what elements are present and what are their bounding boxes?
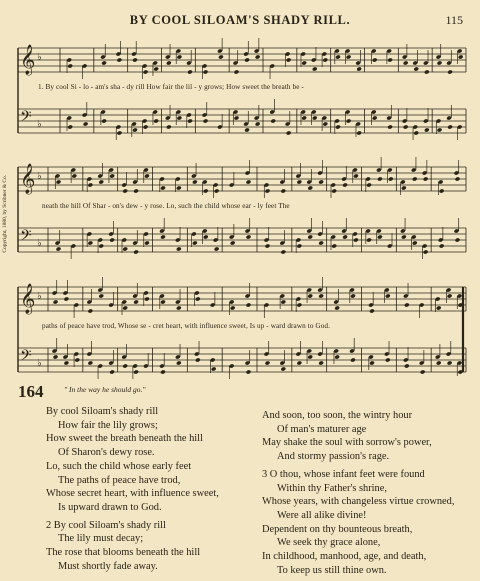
note-head [109, 237, 115, 242]
note-head [117, 130, 123, 135]
note-head [166, 124, 172, 129]
note-head [133, 188, 139, 193]
note-head [192, 240, 198, 245]
note-head [439, 188, 445, 193]
verse-line: How sweet the breath beneath the hill [46, 433, 203, 445]
verse-line: Must shortly fade away. [58, 560, 158, 572]
note-head [56, 179, 62, 184]
note-head [280, 188, 286, 193]
note-head [98, 179, 104, 184]
page-number: 115 [445, 13, 463, 27]
note-head [346, 118, 352, 123]
note-head [176, 185, 182, 190]
note-head [353, 173, 359, 178]
note-head [401, 234, 407, 239]
note-head [455, 176, 461, 181]
note-head [280, 299, 286, 304]
verse-line: In childhood, manhood, age, and death, [262, 551, 427, 563]
lyrics-line-2: neath the hill Of Shar - on's dew - y rose. Lo, such the child whose ear - ly feet The [42, 202, 290, 210]
note-head [342, 234, 348, 239]
note-head [437, 127, 443, 132]
note-head [322, 121, 328, 126]
note-head [318, 360, 324, 365]
note-head [246, 302, 252, 307]
flat-sign: ♭ [37, 291, 42, 302]
bass-clef: 𝄢 [20, 347, 32, 368]
note-head [176, 305, 182, 310]
note-head [424, 69, 430, 74]
note-head [176, 360, 182, 365]
note-head [296, 302, 302, 307]
note-head [335, 54, 341, 59]
note-head [246, 369, 252, 374]
note-head [133, 369, 139, 374]
verse-line: And stormy passion's rage. [277, 451, 390, 463]
verse-line: Whose secret heart, with influence sweet, [46, 488, 219, 500]
note-head [218, 54, 224, 59]
note-head [335, 124, 341, 129]
hymn-number: 164 [18, 382, 44, 401]
page-title: BY COOL SILOAM'S SHADY RILL. [129, 13, 351, 27]
note-head [144, 296, 150, 301]
verse-line: 2 By cool Siloam's shady rill [46, 519, 166, 531]
bass-clef: 𝄢 [20, 108, 32, 129]
note-head [412, 240, 418, 245]
note-head [385, 293, 391, 298]
note-head [143, 69, 149, 74]
note-head [372, 57, 378, 62]
verse-line: Of man's maturer age [277, 423, 367, 435]
note-head [423, 249, 429, 254]
note-head [353, 237, 359, 242]
note-head [203, 234, 209, 239]
note-head [413, 66, 419, 71]
note-head [318, 293, 324, 298]
lyrics-line-1: 1. By cool Si - lo - am's sha - dy rill How fair the lil - y grows; How sweet the breath be - [38, 83, 304, 91]
note-head [74, 357, 80, 362]
verse-line: And soon, too soon, the wintry hour [262, 410, 413, 421]
note-head [87, 240, 93, 245]
note-head [377, 176, 383, 181]
note-head [64, 360, 70, 365]
note-head [280, 249, 286, 254]
note-head [420, 369, 426, 374]
note-head [122, 363, 128, 368]
note-head [331, 188, 337, 193]
bass-clef: 𝄢 [20, 227, 32, 248]
note-head [385, 357, 391, 362]
note-head [109, 173, 115, 178]
note-head [447, 124, 453, 129]
note-head [230, 305, 236, 310]
note-head [230, 240, 236, 245]
note-head [312, 66, 318, 71]
note-head [87, 360, 93, 365]
note-head [404, 363, 410, 368]
note-head [244, 57, 250, 62]
note-head [366, 182, 372, 187]
note-head [133, 299, 139, 304]
verse-line: Of Sharon's dewy rose. [58, 447, 155, 459]
note-head [436, 360, 442, 365]
note-head [87, 182, 93, 187]
note-head [458, 54, 464, 59]
note-head [307, 185, 313, 190]
verse-line: By cool Siloam's shady rill [46, 406, 159, 417]
note-head [101, 60, 107, 65]
treble-clef: 𝄞 [20, 164, 36, 194]
note-head [437, 60, 443, 65]
note-head [296, 360, 302, 365]
note-head [372, 115, 378, 120]
verse-line: The rose that blooms beneath the hill [46, 547, 201, 559]
note-head [413, 130, 419, 135]
verse-line: May shake the soul with sorrow's power, [262, 437, 432, 449]
note-head [211, 366, 217, 371]
verse-line: Were all alike divine! [277, 509, 367, 521]
note-head [160, 234, 166, 239]
note-head [246, 234, 252, 239]
note-head [377, 234, 383, 239]
note-head [346, 54, 352, 59]
flat-sign: ♭ [37, 171, 42, 182]
note-head [234, 69, 240, 74]
verse-line: We seek thy grace alone, [277, 537, 381, 549]
note-head [307, 234, 313, 239]
verse-line: Dependent on thy bounteous breath, [262, 523, 413, 535]
verse-line: The paths of peace have trod, [58, 474, 181, 486]
note-head [423, 176, 429, 181]
note-head [192, 179, 198, 184]
note-head [160, 185, 166, 190]
note-head [101, 118, 107, 123]
note-head [296, 243, 302, 248]
note-head [403, 124, 409, 129]
treble-clef: 𝄞 [20, 45, 36, 75]
note-head [187, 69, 193, 74]
note-head [117, 57, 123, 62]
note-head [265, 188, 271, 193]
note-head [234, 115, 240, 120]
note-head [286, 57, 292, 62]
note-head [187, 118, 193, 123]
note-head [195, 296, 201, 301]
note-head [160, 299, 166, 304]
note-head [87, 308, 93, 313]
note-head [133, 249, 139, 254]
note-head [244, 127, 250, 132]
note-head [143, 124, 149, 129]
note-head [214, 246, 220, 251]
note-head [350, 357, 356, 362]
note-head [53, 354, 59, 359]
verse-line: The lily must decay; [58, 533, 144, 545]
note-head [307, 354, 313, 359]
flat-sign: ♭ [37, 238, 42, 249]
flat-sign: ♭ [37, 358, 42, 369]
note-head [369, 360, 375, 365]
note-head [312, 115, 318, 120]
verse-line: Whose years, with changeless virtue crowned, [262, 496, 455, 508]
note-head [144, 173, 150, 178]
note-head [122, 188, 128, 193]
note-head [286, 130, 292, 135]
note-head [401, 185, 407, 190]
note-head [447, 293, 453, 298]
note-head [412, 176, 418, 181]
note-head [98, 243, 104, 248]
note-head [132, 127, 138, 132]
note-head [53, 299, 59, 304]
note-head [296, 179, 302, 184]
verse-column-left [46, 405, 219, 573]
note-head [265, 360, 271, 365]
note-head [439, 243, 445, 248]
note-head [255, 54, 261, 59]
lyrics-line-3: paths of peace have trod, Whose se - cret heart, with influence sweet, Is up - ward drawn to God. [42, 322, 330, 330]
note-head [318, 240, 324, 245]
verse-line: Is upward drawn to God. [58, 501, 162, 513]
note-head [369, 308, 375, 313]
note-head [83, 121, 89, 126]
note-head [318, 179, 324, 184]
note-head [246, 179, 252, 184]
note-head [177, 54, 183, 59]
note-head [387, 124, 393, 129]
note-head [71, 173, 77, 178]
note-head [176, 246, 182, 251]
note-head [388, 176, 394, 181]
note-head [436, 305, 442, 310]
note-head [301, 115, 307, 120]
copyright-notice: Copyright, 1880, by Scribner & Co. [2, 175, 8, 253]
note-head [280, 366, 286, 371]
note-head [122, 305, 128, 310]
note-head [195, 357, 201, 362]
note-head [331, 243, 337, 248]
note-head [67, 124, 73, 129]
note-head [322, 57, 328, 62]
note-head [403, 60, 409, 65]
note-head [301, 60, 307, 65]
verse-line: Within thy Father's shrine, [277, 482, 387, 494]
note-head [177, 115, 183, 120]
note-head [447, 69, 453, 74]
note-head [387, 57, 393, 62]
note-head [366, 237, 372, 242]
flat-sign: ♭ [37, 119, 42, 130]
note-head [350, 293, 356, 298]
note-head [166, 60, 172, 65]
note-head [144, 240, 150, 245]
note-head [255, 121, 261, 126]
verse-line: Lo, such the child whose early feet [46, 460, 192, 472]
note-head [203, 188, 209, 193]
note-head [214, 188, 220, 193]
note-head [447, 360, 453, 365]
verse-line: How fair the lily grows; [58, 419, 158, 431]
note-head [132, 57, 138, 62]
note-head [67, 63, 73, 68]
note-head [356, 130, 362, 135]
treble-clef: 𝄞 [20, 284, 36, 314]
verse-line: To keep us still thine own. [277, 564, 387, 576]
note-head [153, 118, 159, 123]
flat-sign: ♭ [37, 52, 42, 63]
note-head [307, 293, 313, 298]
note-head [424, 127, 430, 132]
note-head [404, 302, 410, 307]
hymn-epigraph: " In the way he should go." [64, 385, 146, 394]
note-head [153, 66, 159, 71]
note-head [455, 237, 461, 242]
note-head [203, 118, 209, 123]
note-head [64, 296, 70, 301]
note-head [203, 69, 209, 74]
note-head [334, 305, 340, 310]
note-head [356, 66, 362, 71]
note-head [98, 293, 104, 298]
verse-line: 3 O thou, whose infant feet were found [262, 468, 425, 480]
verse-column-right [262, 409, 454, 577]
note-head [160, 369, 166, 374]
note-head [56, 246, 62, 251]
note-head [334, 354, 340, 359]
note-head [109, 369, 115, 374]
note-head [265, 243, 271, 248]
note-head [122, 246, 128, 251]
note-head [342, 182, 348, 187]
note-head [270, 118, 276, 123]
